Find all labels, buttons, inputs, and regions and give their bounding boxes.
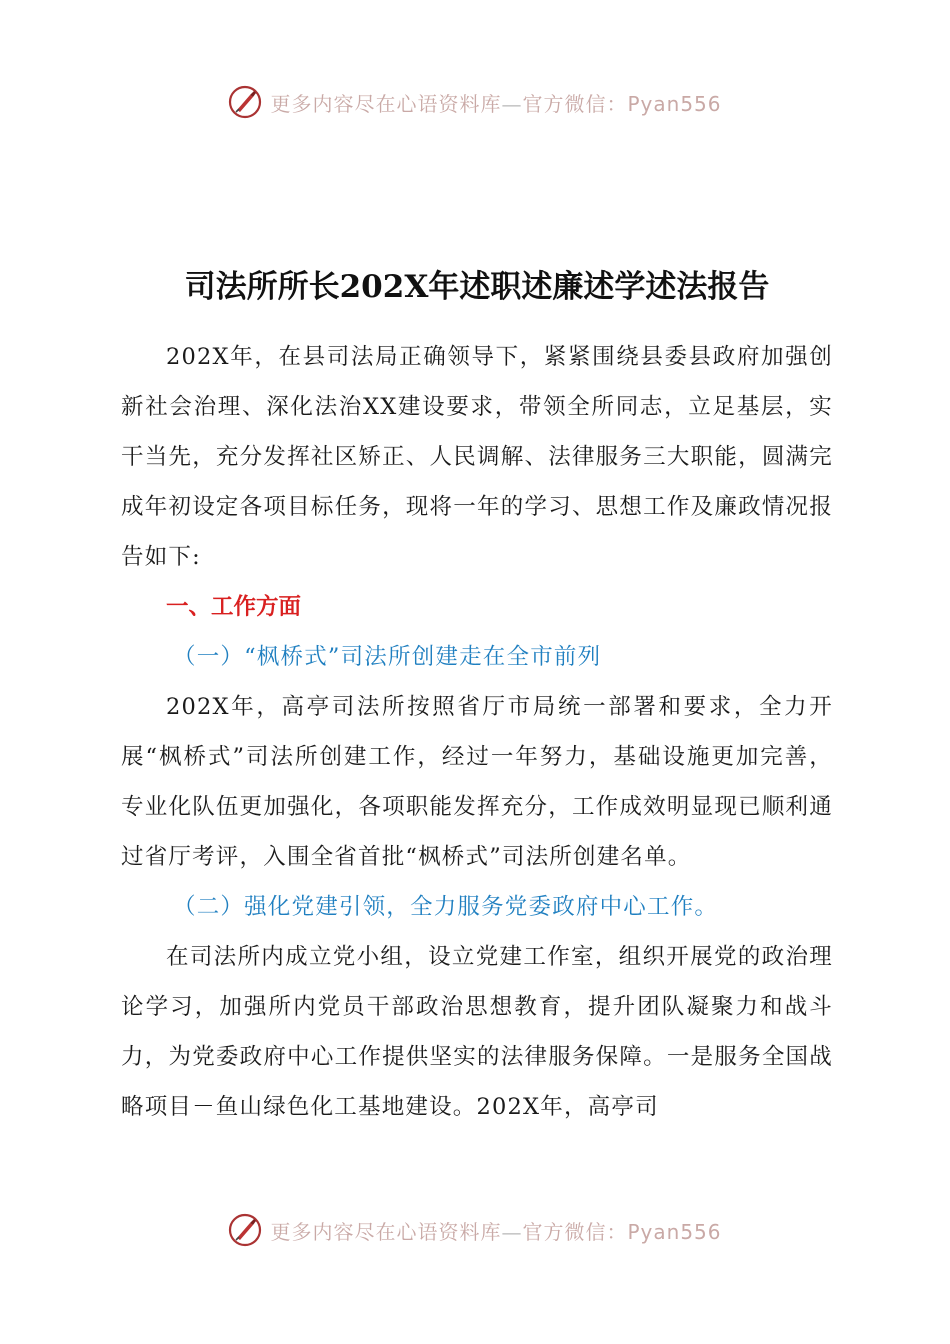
- bottom-watermark-banner: [0, 1210, 950, 1250]
- intro-paragraph: 202X年，在县司法局正确领导下，紧紧围绕县委县政府加强创新社会治理、深化法治XX建设要求，带领全所同志，立足基层，实干当先，充分发挥社区矫正、人民调解、法律服务三大职能，圆满完成年初设定各项目标任务，现将一年的学习、思想工作及廉政情况报告如下:: [121, 344, 833, 570]
- watermark-text: 更多内容尽在心语资料库—官方微信：Pyan556: [270, 91, 722, 116]
- pen-quill-logo-icon: [228, 85, 262, 119]
- document-title: 司法所所长202X年述职述廉述学述法报告: [184, 269, 770, 305]
- subheading-fengqiao: （一）“枫桥式”司法所创建走在全市前列: [173, 644, 602, 670]
- fengqiao-paragraph: 202X年，高亭司法所按照省厅市局统一部署和要求，全力开展“枫桥式”司法所创建工作，经过一年努力，基础设施更加完善，专业化队伍更加强化，各项职能发挥充分，工作成效明显现已顺利通过省厅考评，入围全省首批“枫桥式”司法所创建名单。: [121, 694, 833, 870]
- top-watermark-banner: [0, 82, 950, 122]
- watermark-text: 更多内容尽在心语资料库—官方微信：Pyan556: [270, 1219, 722, 1244]
- pen-quill-logo-icon: [228, 1213, 262, 1247]
- document-body: [121, 258, 833, 1132]
- section-heading-work: 一、工作方面: [166, 594, 302, 620]
- subheading-party-building: （二）强化党建引领，全力服务党委政府中心工作。: [173, 894, 719, 920]
- party-building-paragraph: 在司法所内成立党小组，设立党建工作室，组织开展党的政治理论学习，加强所内党员干部政治思想教育，提升团队凝聚力和战斗力，为党委政府中心工作提供坚实的法律服务保障。一是服务全国战略项目－鱼山绿色化工基地建设。202X年，高亭司: [121, 944, 833, 1120]
